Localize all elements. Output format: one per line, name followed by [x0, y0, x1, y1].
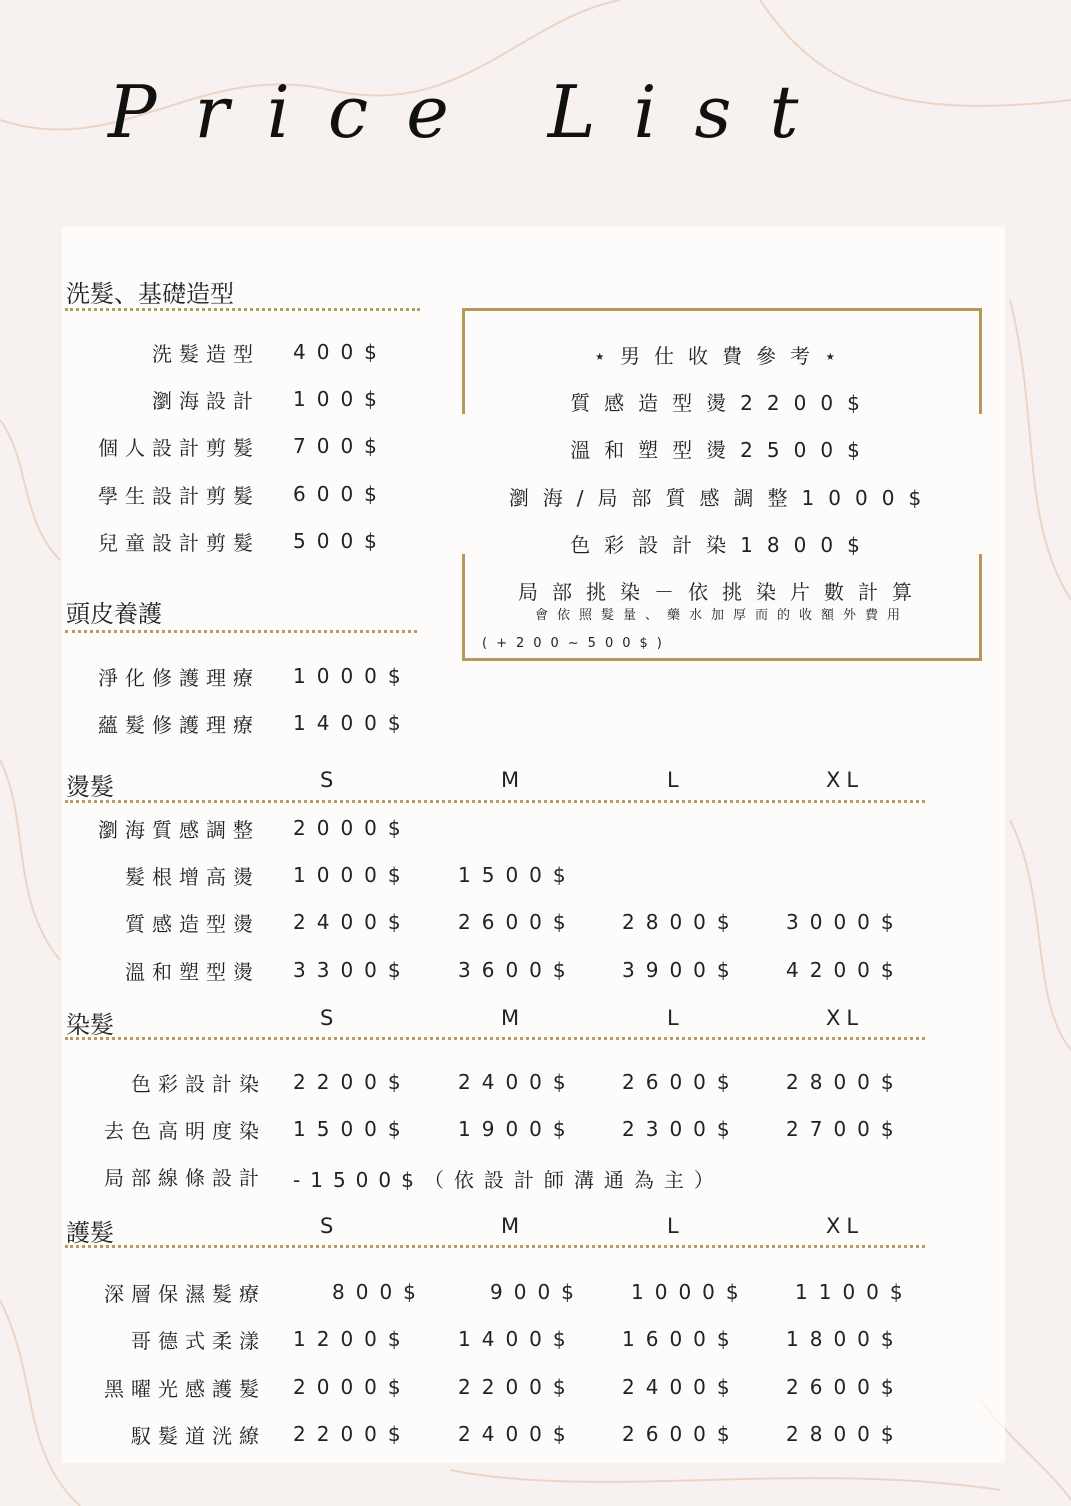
- service-name: 瀏海質感調整: [98, 818, 260, 842]
- size-header-m: M: [501, 768, 526, 792]
- size-header-l: L: [667, 1214, 685, 1238]
- table-row: [36, 1325, 266, 1355]
- price-xl: 2700$: [786, 1117, 905, 1141]
- list-item: [30, 662, 260, 692]
- service-name: 質感造型燙: [125, 912, 260, 936]
- box-border: [462, 308, 982, 311]
- price-l: 2600$: [622, 1070, 741, 1094]
- price-m: 2600$: [458, 910, 577, 934]
- price-s: 2400$: [293, 910, 412, 934]
- section-divider: [65, 308, 420, 311]
- price-s: 3300$: [293, 958, 412, 982]
- page-title: Price List: [108, 70, 837, 154]
- price-m: 3600$: [458, 958, 577, 982]
- service-name: 色彩設計染: [131, 1072, 266, 1096]
- price-l: 2600$: [622, 1422, 741, 1446]
- price-s: 800$: [332, 1280, 427, 1304]
- price-m: 1500$: [458, 863, 577, 887]
- section-divider: [65, 1245, 925, 1248]
- price-l: 3900$: [622, 958, 741, 982]
- service-name: 個人設計剪髮: [98, 436, 260, 460]
- section-title-dye: 染髮: [66, 1011, 114, 1039]
- service-price: 700$: [293, 434, 388, 458]
- service-price: 600$: [293, 482, 388, 506]
- price-m: 1400$: [458, 1327, 577, 1351]
- size-header-xl: XL: [826, 1214, 865, 1238]
- service-name: 去色高明度染: [104, 1119, 266, 1143]
- box-border: [462, 658, 982, 661]
- box-line: 質感造型燙2200$: [570, 391, 874, 415]
- price-l: 2400$: [622, 1375, 741, 1399]
- service-name: 蘊髮修護理療: [98, 713, 260, 737]
- service-price: 1400$: [293, 711, 412, 735]
- box-line: 局部挑染－依挑染片數計算: [518, 580, 926, 604]
- list-item: [30, 432, 260, 462]
- service-name: 黑曜光感護髮: [104, 1377, 266, 1401]
- size-header-m: M: [501, 1214, 526, 1238]
- size-header-xl: XL: [826, 768, 865, 792]
- size-header-s: S: [320, 1214, 340, 1238]
- size-header-s: S: [320, 1006, 340, 1030]
- price-m: 2400$: [458, 1422, 577, 1446]
- section-divider: [65, 1037, 925, 1040]
- table-row: [36, 1068, 266, 1098]
- service-name: 馭髮道洸繚: [131, 1424, 266, 1448]
- list-item: [30, 480, 260, 510]
- price-xl: 1800$: [786, 1327, 905, 1351]
- service-name: 洗髮造型: [152, 342, 260, 366]
- list-item: [30, 527, 260, 557]
- table-row: [36, 1420, 266, 1450]
- price-m: 1900$: [458, 1117, 577, 1141]
- service-price: 100$: [293, 387, 388, 411]
- service-name: 兒童設計剪髮: [98, 531, 260, 555]
- section-divider: [65, 630, 417, 633]
- price-m: 900$: [490, 1280, 585, 1304]
- section-title-wash: 洗髮、基礎造型: [66, 280, 234, 308]
- price-s: 2200$: [293, 1422, 412, 1446]
- price-s: 1500$: [293, 1117, 412, 1141]
- price-xl: 2800$: [786, 1422, 905, 1446]
- price-s: 2000$: [293, 1375, 412, 1399]
- section-title-scalp: 頭皮養護: [66, 600, 162, 628]
- service-name: 局部線條設計: [104, 1166, 266, 1190]
- price-xl: 2600$: [786, 1375, 905, 1399]
- price-l: 2800$: [622, 910, 741, 934]
- section-title-perm: 燙髮: [66, 773, 114, 801]
- box-note: (+200~500$): [482, 636, 671, 651]
- price-xl: 4200$: [786, 958, 905, 982]
- price-m: 2200$: [458, 1375, 577, 1399]
- size-header-xl: XL: [826, 1006, 865, 1030]
- box-title: ⋆男仕收費參考⋆: [593, 344, 851, 368]
- service-price: 1000$: [293, 664, 412, 688]
- size-header-s: S: [320, 768, 340, 792]
- box-note: 會依照髮量、藥水加厚而的收額外費用: [534, 608, 909, 623]
- service-name: 淨化修護理療: [98, 666, 260, 690]
- table-row: [30, 814, 260, 844]
- list-item: [30, 385, 260, 415]
- list-item: [30, 709, 260, 739]
- price-note: -1500$（依設計師溝通為主）: [293, 1168, 724, 1192]
- box-line: 溫和塑型燙2500$: [570, 438, 874, 462]
- service-price: 400$: [293, 340, 388, 364]
- table-row: [36, 1278, 266, 1308]
- service-name: 深層保濕髮療: [104, 1282, 266, 1306]
- price-l: 1600$: [622, 1327, 741, 1351]
- service-price: 500$: [293, 529, 388, 553]
- price-l: 2300$: [622, 1117, 741, 1141]
- service-name: 瀏海設計: [152, 389, 260, 413]
- table-row: [30, 861, 260, 891]
- size-header-l: L: [667, 1006, 685, 1030]
- box-line: 色彩設計染1800$: [570, 533, 874, 557]
- price-l: 1000$: [631, 1280, 750, 1304]
- men-price-box: [462, 308, 982, 661]
- price-s: 1000$: [293, 863, 412, 887]
- size-header-l: L: [667, 768, 685, 792]
- price-s: 2000$: [293, 816, 412, 840]
- price-s: 1200$: [293, 1327, 412, 1351]
- price-m: 2400$: [458, 1070, 577, 1094]
- list-item: [30, 338, 260, 368]
- service-name: 溫和塑型燙: [125, 960, 260, 984]
- table-row: [30, 956, 260, 986]
- price-s: 2200$: [293, 1070, 412, 1094]
- service-name: 學生設計剪髮: [98, 484, 260, 508]
- table-row: [36, 1373, 266, 1403]
- service-name: 哥德式柔漾: [131, 1329, 266, 1353]
- size-header-m: M: [501, 1006, 526, 1030]
- table-row: [36, 1115, 266, 1145]
- section-divider: [65, 800, 925, 803]
- price-xl: 3000$: [786, 910, 905, 934]
- price-xl: 2800$: [786, 1070, 905, 1094]
- box-line: 瀏海/局部質感調整1000$: [508, 486, 936, 510]
- section-title-care: 護髮: [66, 1219, 114, 1247]
- price-xl: 1100$: [795, 1280, 914, 1304]
- table-row: [30, 908, 260, 938]
- table-row: [36, 1162, 266, 1192]
- service-name: 髮根增高燙: [125, 865, 260, 889]
